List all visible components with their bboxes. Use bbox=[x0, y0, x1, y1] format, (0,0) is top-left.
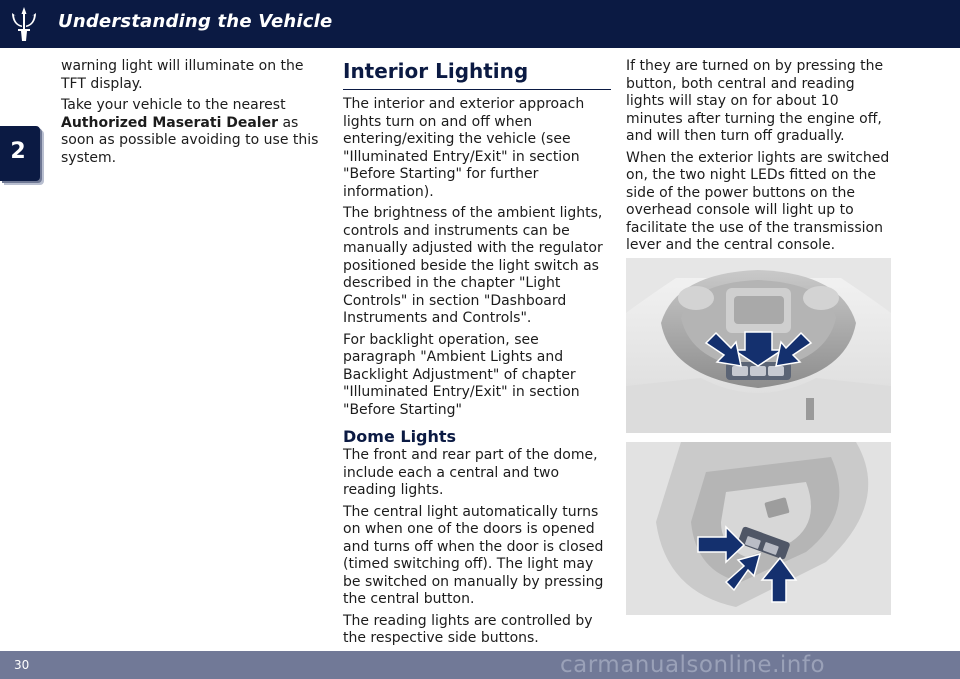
section-title: Interior Lighting bbox=[343, 58, 611, 90]
col1-paragraph-1: warning light will illuminate on the TFT display. bbox=[61, 58, 304, 92]
column-3 bbox=[626, 58, 896, 259]
dealer-name: Authorized Maserati Dealer bbox=[61, 114, 279, 131]
column-2 bbox=[343, 58, 611, 652]
col1-paragraph-2-prefix: Take your vehicle to the nearest bbox=[61, 97, 286, 113]
header-title: Understanding the Vehicle bbox=[58, 11, 333, 32]
col2-paragraph-1: The interior and exterior approach lights turn on and off when entering/exiting the vehicle (see "Illuminated Entry/Exit" in section "Before Starting" for further information). bbox=[343, 96, 585, 200]
col2-paragraph-5: The central light automatically turns on when one of the doors is opened and turns off when the door is closed (timed switching off). The light may be switched on manually by pressing the central button. bbox=[343, 503, 604, 607]
column-1 bbox=[61, 58, 327, 171]
page-header bbox=[0, 0, 960, 48]
front-dome-light-photo bbox=[626, 258, 891, 433]
col3-paragraph-1: If they are turned on by pressing the button, both central and reading lights will stay on for about 10 minutes after turning the engine off, and will then turn off gradually. bbox=[626, 58, 884, 144]
rear-dome-light-photo bbox=[626, 442, 891, 615]
page-footer bbox=[0, 651, 960, 679]
col1-paragraph-2 bbox=[61, 97, 327, 167]
chapter-tab bbox=[0, 126, 40, 181]
subsection-title: Dome Lights bbox=[343, 427, 457, 446]
page-number: 30 bbox=[14, 658, 30, 672]
col2-paragraph-4: The front and rear part of the dome, include each a central and two reading lights. bbox=[343, 447, 598, 498]
col2-paragraph-3: For backlight operation, see paragraph "Ambient Lights and Backlight Adjustment" of chapter "Illuminated Entry/Exit" in section "Before Starting" bbox=[343, 331, 580, 418]
chapter-number: 2 bbox=[10, 139, 26, 164]
col2-paragraph-2: The brightness of the ambient lights, controls and instruments can be manually adjusted with the regulator positioned beside the light switch as described in the chapter "Light Controls" in section "Dashboard Instruments and Controls". bbox=[343, 205, 603, 326]
col1-paragraph-2-suffix: as soon as possible avoiding to use this system. bbox=[61, 114, 319, 166]
maserati-trident-logo-icon bbox=[6, 5, 42, 43]
col2-paragraph-6: The reading lights are controlled by the respective side buttons. bbox=[343, 612, 593, 646]
col3-paragraph-2: When the exterior lights are switched on, the two night LEDs fitted on the side of the power buttons on the overhead console will light up to facilitate the use of the transmission lever and the central console. bbox=[626, 149, 890, 253]
watermark: carmanualsonline.info bbox=[560, 652, 826, 678]
